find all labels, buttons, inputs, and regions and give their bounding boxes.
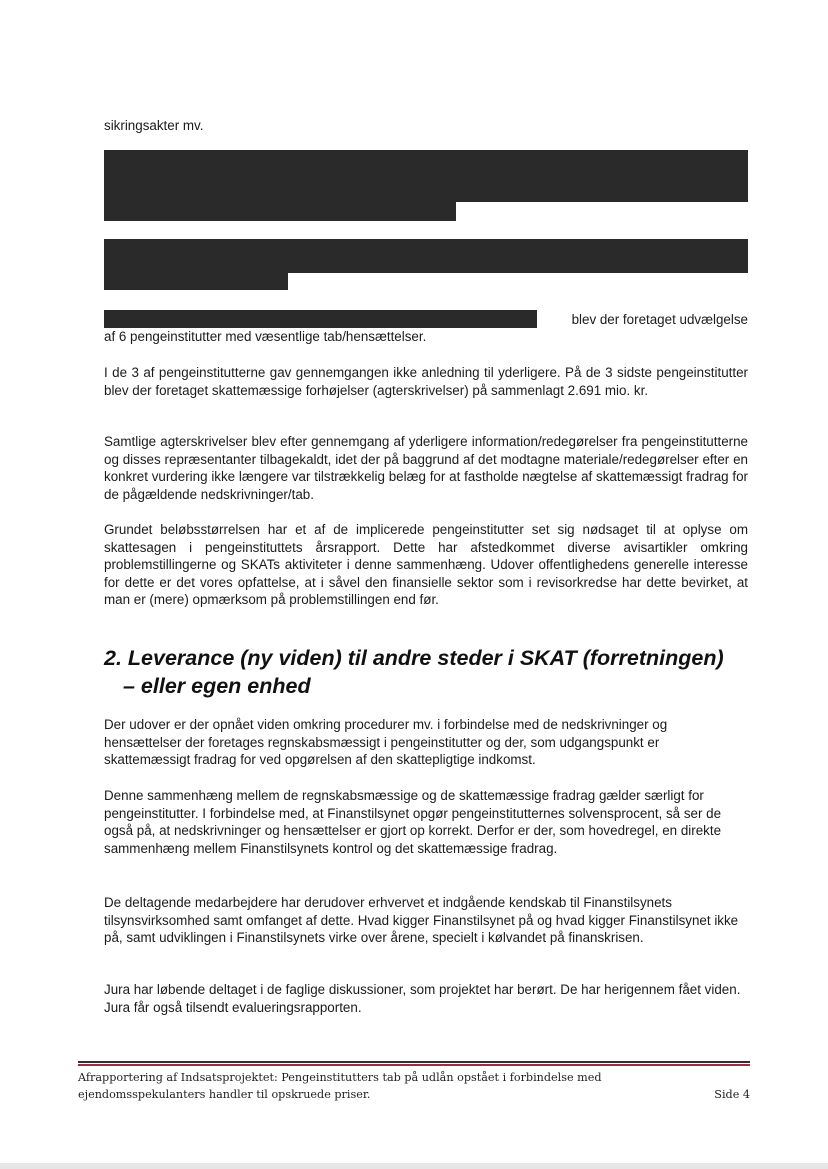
scan-edge [0,1163,828,1169]
footer-line2: ejendomsspekulanters handler til opskruede priser. [78,1088,371,1101]
paragraph-jura: Jura har løbende deltaget i de faglige diskussioner, som projektet har berørt. De har herigennem fået viden. Jura får også tilsendt evalueringsrapporten. [104,982,741,1015]
paragraph-tilbagekaldt: Samtlige agterskrivelser blev efter gennemgang af yderligere information/redegørelser fra pengeinstitutterne og disses repræsentanter tilbagekaldt, idet der på baggrund af det modtagne materiale/redegørelser efter en konkret vurdering ikke længere var tilstrækkelig belæg for at fastholde nægtelse af skattemæssigt fradrag for de pågældende nedskrivninger/tab. [104,434,748,502]
section-heading-line1: 2. Leverance (ny viden) til andre steder i SKAT (forretningen) [104,646,724,670]
redaction-block [104,310,537,328]
redaction-block [104,150,748,202]
redaction-block [104,239,748,273]
footer-rule [78,1061,750,1063]
page-footer [78,1069,750,1103]
page-number: Side 4 [714,1088,750,1101]
paragraph-aarsrapport: Grundet beløbsstørrelsen har et af de implicerede pengeinstitutter set sig nødsaget til at oplyse om skattesagen i pengeinstituttets årsrapport. Dette har afstedkommet diverse avisartikler omkring problemstillingerne og SKATs aktiviteter i denne sammenhæng. Udover offentlighedens generelle interesse for dette er det vores opfattelse, at i såvel den finansielle sektor som i revisorkredse har dette bevirket, at man er (mere) opmærksom på problemstillingen end før. [104,522,748,608]
redaction-block [104,202,456,221]
paragraph-udvaelgelse-tail: blev der foretaget udvælgelse [571,312,748,327]
footer-rule-accent [78,1064,750,1066]
paragraph-medarbejdere: De deltagende medarbejdere har derudover erhvervet et indgående kendskab til Finanstilsynets tilsynsvirksomhed samt omfanget af dette. Hvad kigger Finanstilsynet på og hvad kigger Finanstilsynet ikke på, samt udviklingen i Finanstilsynets virke over årene, specielt i kølvandet på finanskrisen. [104,895,739,946]
paragraph-agterskrivelser: I de 3 af pengeinstitutterne gav gennemgangen ikke anledning til yderligere. På de 3 sidste pengeinstitutter blev der foretaget skattemæssige forhøjelser (agterskrivelser) på sammenlagt 2.691 mio. kr. [104,365,748,398]
paragraph-procedurer: Der udover er der opnået viden omkring procedurer mv. i forbindelse med de nedskrivninger og hensættelser der foretages regnskabsmæssigt i pengeinstitutter og der, som udgangspunkt er skattemæssigt fradrag for ved opgørelsen af den skattepligtige indkomst. [104,717,668,768]
paragraph-udvaelgelse-line2: af 6 pengeinstitutter med væsentlige tab/hensættelser. [104,329,427,344]
section-heading-line2: – eller egen enhed [123,674,311,698]
redaction-block [104,273,288,290]
paragraph-sammenhaeng: Denne sammenhæng mellem de regnskabsmæssige og de skattemæssige fradrag gælder særligt for pengeinstitutter. I forbindelse med, at Finanstilsynet opgør pengeinstitutternes solvensprocent, så ser de også på, at nedskrivninger og hensættelser er gjort op korrekt. Derfor er der, som hovedregel, en direkte sammenhæng mellem Finanstilsynets kontrol og det skattemæssige fradrag. [104,788,722,856]
section-heading [104,644,764,700]
footer-line1: Afrapportering af Indsatsprojektet: Pengeinstitutters tab på udlån opstået i forbindelse med [78,1071,602,1084]
paragraph-sikringsakter: sikringsakter mv. [104,118,204,133]
